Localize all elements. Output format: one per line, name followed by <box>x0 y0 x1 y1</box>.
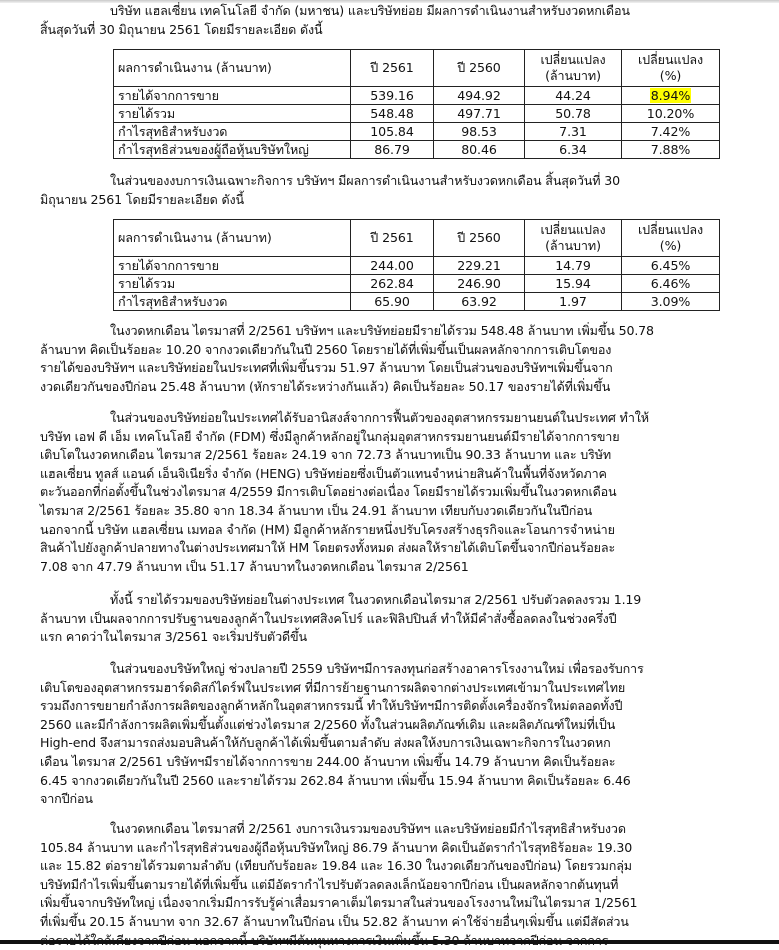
intro-paragraph-separate <box>40 172 730 209</box>
paragraph-domestic-subsidiaries <box>40 409 730 576</box>
text-line: ล้านบาท เป็นผลจากการปรับฐานของลูกค้าในประเทศสิงคโปร์ และฟิลิปปินส์ ทำให้มีคำสั่งซื้อลดลงในช่วงครึ่งปี <box>40 610 617 626</box>
header-cell: ผลการดำเนินงาน (ล้านบาท) <box>114 50 351 87</box>
text-line: แรก คาดว่าในไตรมาส 3/2561 จะเริ่มปรับตัวดีขึ้น <box>40 629 307 645</box>
value-cell: 7.31 <box>525 123 622 141</box>
text-line: ที่เพิ่มขึ้น 20.15 ล้านบาท จาก 32.67 ล้านบาทในปีก่อน เป็น 52.82 ล้านบาท ค่าใช้จ่ายอื่นๆเพิ่มขึ้น แต่มีสัดส่วน <box>40 913 629 929</box>
text-line: นอกจากนี้ บริษัท แฮลเซี่ยน เมทอล จำกัด (HM) มีลูกค้าหลักรายหนึ่งปรับโครงสร้างธุรกิจและโอนการจำหน่าย <box>40 521 615 537</box>
value-cell: 65.90 <box>351 293 434 311</box>
text-line: ไตรมาส 2/2561 ร้อยละ 35.80 จาก 18.34 ล้านบาท เป็น 24.91 ล้านบาท เทียบกับงวดเดียวกันในปีก่อน <box>40 502 593 518</box>
value-cell: 229.21 <box>434 257 525 275</box>
text-line: ล้านบาท คิดเป็นร้อยละ 10.20 จากงวดเดียวกันในปี 2560 โดยรายได้ที่เพิ่มขึ้นเป็นผลหลักจากการเติบโตของ <box>40 341 612 357</box>
text-line: High-end จึงสามารถส่งมอบสินค้าให้กับลูกค้าได้เพิ่มขึ้นตามลำดับ ส่งผลให้งบการเงินเฉพาะกิจการในงวดหก <box>40 735 611 751</box>
paragraph-foreign-subsidiaries <box>40 591 730 647</box>
text-line: เดือน ไตรมาส 2/2561 บริษัทฯมีรายได้จากการขาย 244.00 ล้านบาท เพิ่มขึ้น 14.79 ล้านบาท คิดเป็นร้อยละ <box>40 753 616 769</box>
text-line: 7.08 จาก 47.79 ล้านบาท เป็น 51.17 ล้านบาทในงวดหกเดือน ไตรมาส 2/2561 <box>40 558 469 574</box>
text-line: บริษัท แฮลเซี่ยน เทคโนโลยี จำกัด (มหาชน) และบริษัทย่อย มีผลการดำเนินงานสำหรับงวดหกเดือน <box>110 3 630 18</box>
text-line: สินค้าไปยังลูกค้าปลายทางในต่างประเทศมาให้ HM โดยตรงทั้งหมด ส่งผลให้รายได้เติบโตขึ้นจากปีก่อนร้อยละ <box>40 540 616 556</box>
value-cell: 262.84 <box>351 275 434 293</box>
header-line: เปลี่ยนแปลง <box>540 222 606 237</box>
header-line: (%) <box>659 68 682 83</box>
text-line: ตะวันออกที่ก่อตั้งขึ้นในช่วงไตรมาส 4/2559 มีการเติบโตอย่างต่อเนื่อง โดยมีรายได้รวมเพิ่มขึ้นในงวดหกเดือน <box>40 484 617 500</box>
value-cell: 539.16 <box>351 87 434 105</box>
text-line: สิ้นสุดวันที่ 30 มิถุนายน 2561 โดยมีรายละเอียด ดังนี้ <box>40 21 323 37</box>
text-line: เพิ่มขึ้นจากบริษัทใหญ่ เนื่องจากเริ่มมีการรับรู้ค่าเสื่อมราคาเต็มไตรมาสในส่วนของโรงงานใหม่ในไตรมาส 1/2561 <box>40 895 638 911</box>
value-cell: 63.92 <box>434 293 525 311</box>
header-line: เปลี่ยนแปลง <box>637 222 704 237</box>
text-line: เติบโตของอุตสาหกรรมฮาร์ดดิสก์ไดร์ฟในประเทศ ที่มีการย้ายฐานการผลิตจากต่างประเทศเข้ามาในประเทศไทย <box>40 679 626 695</box>
header-line: (%) <box>659 238 682 253</box>
value-cell: 244.00 <box>351 257 434 275</box>
value-cell: 105.84 <box>351 123 434 141</box>
table-row <box>114 293 720 311</box>
header-cell: ปี 2560 <box>434 50 525 87</box>
text-line: จากปีก่อน <box>40 791 93 807</box>
highlighted-value: 8.94% <box>650 87 691 103</box>
header-cell <box>525 50 622 87</box>
header-cell: ผลการดำเนินงาน (ล้านบาท) <box>114 220 351 257</box>
value-cell: 15.94 <box>525 275 622 293</box>
header-cell: ปี 2560 <box>434 220 525 257</box>
paragraph-revenue-consolidated <box>40 322 730 396</box>
text-line: ในงวดหกเดือน ไตรมาสที่ 2/2561 งบการเงินรวมของบริษัทฯ และบริษัทย่อยมีกำไรสุทธิสำหรับงวด <box>110 821 626 836</box>
value-cell: 246.90 <box>434 275 525 293</box>
text-line: แฮลเซี่ยน ทูลส์ แอนด์ เอ็นจิเนียริ่ง จำกัด (HENG) บริษัทย่อยซึ่งเป็นตัวแทนจำหน่ายสินค้าในพื้นที่จังหวัดภาค <box>40 465 607 481</box>
value-cell: 3.09% <box>622 293 720 311</box>
value-cell: 548.48 <box>351 105 434 123</box>
row-label: รายได้จากการขาย <box>114 257 351 275</box>
row-label: กำไรสุทธิสำหรับงวด <box>114 123 351 141</box>
header-cell <box>525 220 622 257</box>
text-line: 105.84 ล้านบาท และกำไรสุทธิส่วนของผู้ถือหุ้นบริษัทใหญ่ 86.79 ล้านบาท คิดเป็นอัตรากำไรสุทธิร้อยละ 19.30 <box>40 839 633 855</box>
text-line: ทั้งนี้ รายได้รวมของบริษัทย่อยในต่างประเทศ ในงวดหกเดือนไตรมาส 2/2561 ปรับตัวลดลงรวม 1.19 <box>110 592 642 607</box>
header-cell <box>622 50 720 87</box>
text-line: ในส่วนของบริษัทใหญ่ ช่วงปลายปี 2559 บริษัทฯมีการลงทุนก่อสร้างอาคารโรงงานใหม่ เพื่อรองรับการ <box>110 661 644 676</box>
value-cell: 497.71 <box>434 105 525 123</box>
table-row <box>114 87 720 105</box>
text-line: รายได้ของบริษัทฯ และบริษัทย่อยในประเทศที่เพิ่มขึ้นรวม 51.97 ล้านบาท โดยเป็นส่วนของบริษัทฯเพิ่มขึ้นจาก <box>40 360 613 376</box>
consolidated-results-table <box>113 49 720 159</box>
text-line: เติบโตในงวดหกเดือน ไตรมาส 2/2561 ร้อยละ 24.19 จาก 72.73 ล้านบาทเป็น 90.33 ล้านบาท และ บริษัท <box>40 447 612 463</box>
paragraph-parent-company <box>40 660 730 809</box>
row-label: รายได้รวม <box>114 275 351 293</box>
text-line: ในส่วนของงบการเงินเฉพาะกิจการ บริษัทฯ มีผลการดำเนินงานสำหรับงวดหกเดือน สิ้นสุดวันที่ 30 <box>110 173 620 188</box>
table-header-row <box>114 220 720 257</box>
value-cell: 6.46% <box>622 275 720 293</box>
table-row <box>114 141 720 159</box>
text-line: ในส่วนของบริษัทย่อยในประเทศได้รับอานิสงส์จากการฟื้นตัวของอุตสาหกรรมยานยนต์ในประเทศ ทำให้ <box>110 410 649 425</box>
table-row <box>114 123 720 141</box>
text-line: 6.45 จากงวดเดียวกันในปี 2560 และรายได้รวม 262.84 ล้านบาท เพิ่มขึ้น 15.94 ล้านบาท คิดเป็นร้อยละ 6.46 <box>40 772 631 788</box>
table-header-row <box>114 50 720 87</box>
value-cell: 50.78 <box>525 105 622 123</box>
value-cell: 86.79 <box>351 141 434 159</box>
paragraph-net-profit <box>40 820 730 950</box>
separate-results-table <box>113 219 720 311</box>
table-row <box>114 257 720 275</box>
header-line: เปลี่ยนแปลง <box>637 52 704 67</box>
text-line: บริษัทมีกำไรเพิ่มขึ้นตามรายได้ที่เพิ่มขึ้น แต่มีอัตรากำไรปรับตัวลดลงเล็กน้อยจากปีก่อน เป็นผลหลักจากต้นทุนที่ <box>40 876 619 892</box>
value-cell: 6.45% <box>622 257 720 275</box>
text-line: 2560 และมีกำลังการผลิตเพิ่มขึ้นตั้งแต่ช่วงไตรมาส 2/2560 ทั้งในส่วนผลิตภัณฑ์เดิม และผลิตภัณฑ์ใหม่ที่เป็น <box>40 716 616 732</box>
value-cell: 494.92 <box>434 87 525 105</box>
table-row <box>114 275 720 293</box>
value-cell: 1.97 <box>525 293 622 311</box>
row-label: รายได้จากการขาย <box>114 87 351 105</box>
table-row <box>114 105 720 123</box>
intro-paragraph-consolidated <box>40 2 730 39</box>
page-bottom-divider <box>0 940 779 944</box>
header-cell: ปี 2561 <box>351 220 434 257</box>
value-cell: 6.34 <box>525 141 622 159</box>
header-line: (ล้านบาท) <box>545 238 601 253</box>
value-cell: 7.42% <box>622 123 720 141</box>
row-label: รายได้รวม <box>114 105 351 123</box>
header-cell <box>622 220 720 257</box>
value-cell: 10.20% <box>622 105 720 123</box>
text-line: มิถุนายน 2561 โดยมีรายละเอียด ดังนี้ <box>40 191 244 207</box>
row-label: กำไรสุทธิสำหรับงวด <box>114 293 351 311</box>
value-cell: 80.46 <box>434 141 525 159</box>
value-cell: 7.88% <box>622 141 720 159</box>
value-cell: 44.24 <box>525 87 622 105</box>
text-line: รวมถึงการขยายกำลังการผลิตของลูกค้าหลักในอุตสาหกรรมนี้ ทำให้บริษัทฯมีการติดตั้งเครื่องจักรใหม่ตลอดทั้งปี <box>40 698 623 714</box>
value-cell <box>622 87 720 105</box>
row-label: กำไรสุทธิส่วนของผู้ถือหุ้นบริษัทใหญ่ <box>114 141 351 159</box>
text-line: และ 15.82 ต่อรายได้รวมตามลำดับ (เทียบกับร้อยละ 19.84 และ 16.30 ในงวดเดียวกันของปีก่อน) โดยรวมกลุ่ม <box>40 858 632 874</box>
value-cell: 14.79 <box>525 257 622 275</box>
text-line: งวดเดียวกันของปีก่อน 25.48 ล้านบาท (หักรายได้ระหว่างกันแล้ว) คิดเป็นร้อยละ 50.17 ของรายได้ที่เพิ่มขึ้น <box>40 378 611 394</box>
header-line: เปลี่ยนแปลง <box>540 52 606 67</box>
header-line: (ล้านบาท) <box>545 68 601 83</box>
text-line: บริษัท เอฟ ดี เอ็ม เทคโนโลยี จำกัด (FDM) ซึ่งมีลูกค้าหลักอยู่ในกลุ่มอุตสาหกรรมยานยนต์มีรายได้จากการขาย <box>40 428 620 444</box>
text-line: ในงวดหกเดือน ไตรมาสที่ 2/2561 บริษัทฯ และบริษัทย่อยมีรายได้รวม 548.48 ล้านบาท เพิ่มขึ้น 50.78 <box>110 323 654 338</box>
value-cell: 98.53 <box>434 123 525 141</box>
header-cell: ปี 2561 <box>351 50 434 87</box>
